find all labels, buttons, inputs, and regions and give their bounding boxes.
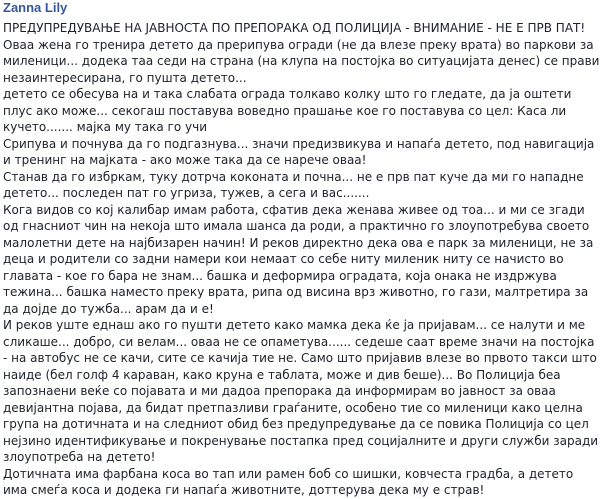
post-body (3, 20, 600, 499)
post-paragraph: Станав да го избркам, туку дотрча коконата и почна... не е прв пат куче да ми го нападне детето... последен пат го угриза, тужев, а сега и вас....... (3, 169, 584, 200)
post-paragraph: И реков уште еднаш ако го пушти детето како мамка дека ќе ја пријавам... се налути и ме сликаше... добро, си велам... оваа не се опаметува...... седеше саат време значи на постојка - на автобус не се качи, сите се качија тие не. Само што пријавив влезе во првото такси што наиде (бел голф 4 караван, како круна е таблата, може и див беше)... Во Полиција беа запознаени веќе со појавата и ми дадоа препорака да информирам во јавност за оваа девијантна појава, да бидат претпазливи граѓаните, особено тие со миленици како целна група на дотичната и на следниот обид без предупредување да се повика Полиција со цел нејзино идентификување и покренување постапка пред социјалните и други служби заради злоупотреба на детето! (3, 318, 599, 464)
post-paragraph: Срипува и почнува да го подгазнува... значи предизвикува и напаѓа детето, под навигација и тренинг на мајката - ако може така да се нарече оваа! (3, 136, 595, 167)
post-author-name[interactable]: Zanna Lily (3, 0, 68, 15)
post-paragraph: Дотичната има фарбана коса во тап или рамен боб со шишки, ковчеста градба, а детето има смеѓа коса и додека ги напаѓа животните, доттерува дека му е страв! (3, 466, 574, 497)
post-paragraph: детето се обесува на и така слабата ограда толкаво колку што го гледате, да ја оштети плус ако може... секогаш поставува воведно прашање кое го поставува со цел: Каса ли кучето....... мајка му така го учи (3, 87, 572, 134)
post-paragraph: ПРЕДУПРЕДУВАЊЕ НА ЈАВНОСТА ПО ПРЕПОРАКА ОД ПОЛИЦИЈА - ВНИМАНИЕ - НЕ Е ПРВ ПАТ! (3, 21, 586, 35)
post-paragraph: Оваа жена го тренира детето да прерипува огради (не да влезе преку врата) во паркови за миленици... додека таа седи на страна (на клупа на постојка во ситуацијата денес) се прави незаинтересирана, го пушта детето... (3, 37, 600, 85)
post-paragraph: Кога видов со кој калибар имам работа, сфатив дека женава живее од тоа... и ми се згади од гнасниот чин на некоја што имала шанса да роди, а практично го злоупотребува своето малолетни дете на најбизарен начин! И реков директно дека ова е парк за миленици, не за деца и родители со задни намери кои немаат со себе ниту миленик ниту се начисто во главата - кое го бара не знам... башка и деформира оградата, која онака не издржува тежина... башка наместо преку врата, рипа од висина врз животно, го гази, малтретира за да дојде до тужба... арам да и е! (3, 202, 594, 316)
